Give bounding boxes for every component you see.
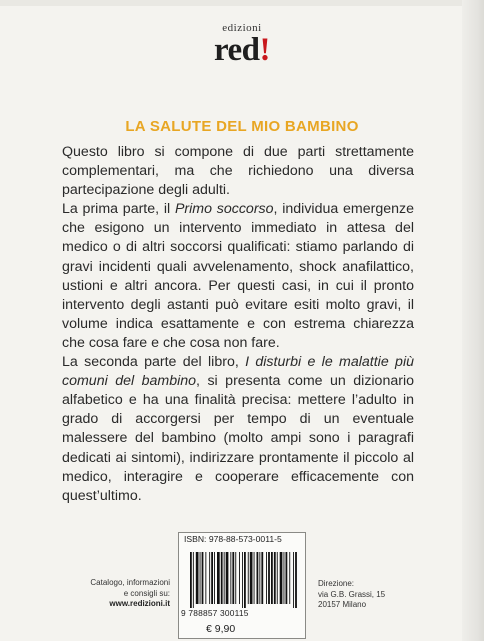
barcode-bar	[293, 552, 294, 608]
barcode-bar	[209, 552, 210, 604]
top-edge	[0, 0, 484, 6]
blurb-p3-rest: , si presenta come un dizionario alfabetico e ha una finalità precisa: mettere l’adulto in grado di accorgersi per tempo di un eventuale malessere del bambino (molto ampi sono i paragrafi dedicati ai sintomi), indirizzare prontamente il piccolo al medico, interagire e cooperare efficacemente con quest’ultimo.	[62, 373, 415, 504]
logo-edizioni-text: edizioni	[222, 22, 262, 34]
barcode-bar	[242, 552, 243, 608]
barcode-bar	[200, 552, 201, 604]
barcode-bar	[257, 552, 259, 604]
barcode-bar	[277, 552, 278, 604]
barcode-digits: 9 788857 300115	[181, 608, 249, 618]
barcode-bar	[295, 552, 297, 608]
barcode-bar	[266, 552, 267, 604]
barcode-bar	[214, 552, 215, 604]
barcode-bar	[235, 552, 236, 604]
catalog-line-1: Catalogo, informazioni	[90, 578, 170, 587]
blurb-p3-italic: I disturbi e le malattie più comuni del bambino	[62, 354, 414, 390]
barcode-graphic	[190, 552, 298, 608]
blurb-p2-lead: La prima parte, il	[62, 201, 175, 218]
blurb-p2-italic: Primo soccorso	[174, 201, 274, 218]
blurb-paragraph-1: Questo libro si compone di due parti strettamente complementari, ma che richiedono una diversa partecipazione degli adulti.	[62, 144, 414, 199]
barcode-bar	[193, 552, 194, 608]
address-line-1: Direzione:	[318, 579, 355, 588]
barcode-bar	[221, 552, 223, 604]
blurb-paragraph-2	[62, 200, 414, 353]
barcode-bar	[250, 552, 253, 604]
barcode-bar	[217, 552, 220, 604]
barcode-bar	[226, 552, 229, 604]
barcode-bar	[244, 552, 246, 608]
barcode-bar	[202, 552, 204, 604]
address-line-2: via G.B. Grassi, 15	[318, 589, 386, 599]
barcode-bar	[280, 552, 283, 604]
barcode-bar	[271, 552, 273, 604]
barcode-bar	[224, 552, 225, 604]
barcode-bar	[259, 552, 260, 604]
barcode-bar	[196, 552, 199, 604]
isbn-text: ISBN: 978-88-573-0011-5	[184, 534, 282, 544]
barcode-bar	[232, 552, 234, 604]
barcode-bar	[190, 552, 192, 608]
catalog-info	[80, 578, 170, 610]
blurb	[62, 143, 414, 506]
price: € 9,90	[206, 623, 236, 635]
barcode-bar	[211, 552, 213, 604]
publisher-address	[318, 579, 428, 611]
logo-red-text	[214, 34, 270, 66]
barcode-bar	[261, 552, 263, 604]
blurb-paragraph-3	[62, 353, 414, 506]
logo-red-word: red	[213, 32, 260, 68]
barcode-bar	[284, 552, 285, 604]
barcode-bar	[254, 552, 255, 604]
barcode-bar	[286, 552, 288, 604]
barcode-bar	[289, 552, 290, 604]
barcode-bar	[205, 552, 206, 604]
barcode-bar	[248, 552, 249, 604]
book-title: LA SALUTE DEL MIO BAMBINO	[125, 118, 359, 135]
barcode-bar	[239, 552, 240, 604]
logo-exclamation: !	[259, 32, 271, 68]
blurb-p2-rest: , individua emergenze che esigono un intervento immediato in attesa del medico o di altri soccorsi qualificati: stiamo parlando di gravi incidenti quali avvelenamento, shock anafilattico, ustioni e altri ancora. Per questi casi, in cui il pronto intervento degli astanti può evitare esiti molto gravi, il volume indica esattamente e con estrema chiarezza che cosa fare e che cosa non fare.	[62, 201, 414, 351]
barcode-bar	[268, 552, 270, 604]
blurb-p3-lead: La seconda parte del libro,	[62, 354, 246, 371]
barcode-bar	[274, 552, 276, 604]
publisher-logo	[0, 23, 484, 66]
catalog-line-2: e consigli su:	[123, 588, 170, 598]
barcode-bar	[230, 552, 231, 604]
cover-edge-shadow	[462, 0, 484, 641]
address-line-3: 20157 Milano	[318, 600, 367, 609]
catalog-url: www.redizioni.it	[109, 599, 170, 608]
